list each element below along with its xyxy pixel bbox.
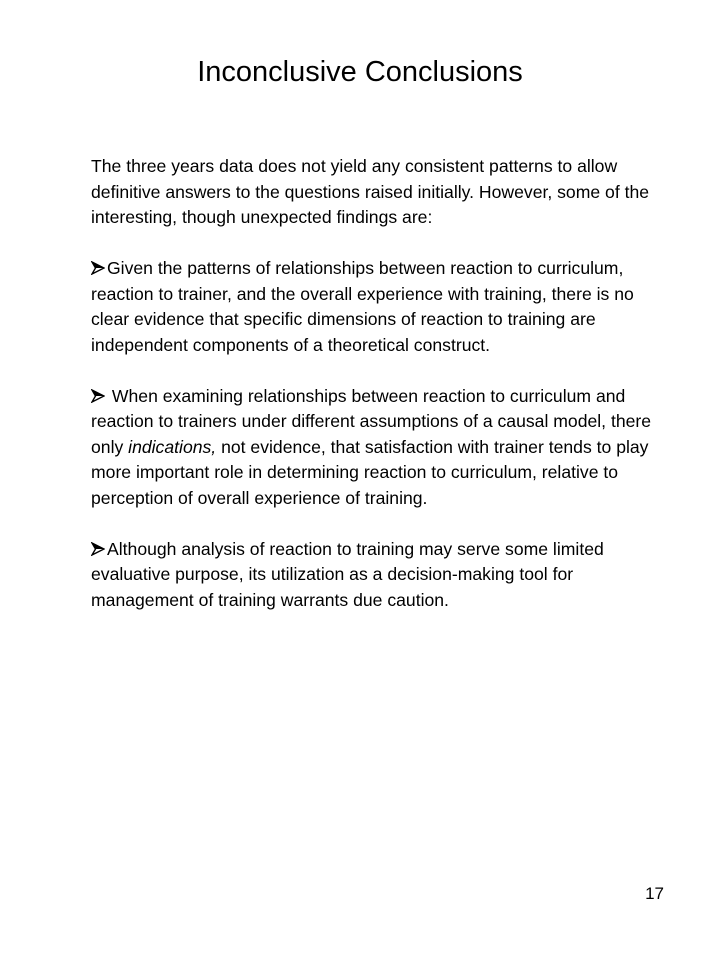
bullet-item-3: [91, 537, 671, 614]
bullet-item-3-text: Although analysis of reaction to training may serve some limited evaluative purpose, its utilization as a decision-making tool for management of training warrants due caution.: [91, 538, 604, 610]
arrowhead-bullet-icon: [91, 389, 105, 403]
body-text: [91, 154, 671, 639]
bullet-item-2-text-italic: indications,: [128, 436, 217, 457]
bullet-item-2-text-after: not evidence, that satisfaction with trainer tends to play more important role in determining reaction to curriculum, relative to perception of overall experience of training.: [91, 436, 649, 508]
page-number: 17: [645, 884, 664, 903]
arrowhead-bullet-icon: [91, 261, 105, 275]
bullet-item-1-text: Given the patterns of relationships between reaction to curriculum, reaction to trainer, and the overall experience with training, there is no clear evidence that specific dimensions of reaction to training are independent components of a theoretical construct.: [91, 258, 634, 355]
bullet-item-1: [91, 256, 671, 358]
bullet-item-2: [91, 384, 671, 512]
arrowhead-bullet-icon: [91, 542, 105, 556]
intro-paragraph: The three years data does not yield any consistent patterns to allow definitive answers to the questions raised initially. However, some of the interesting, though unexpected findings are:: [91, 156, 650, 227]
bullet-item-2-text-before: When examining relationships between reaction to curriculum and reaction to trainers under different assumptions of a causal model, there only: [91, 385, 652, 457]
page-title: Inconclusive Conclusions: [197, 56, 523, 88]
